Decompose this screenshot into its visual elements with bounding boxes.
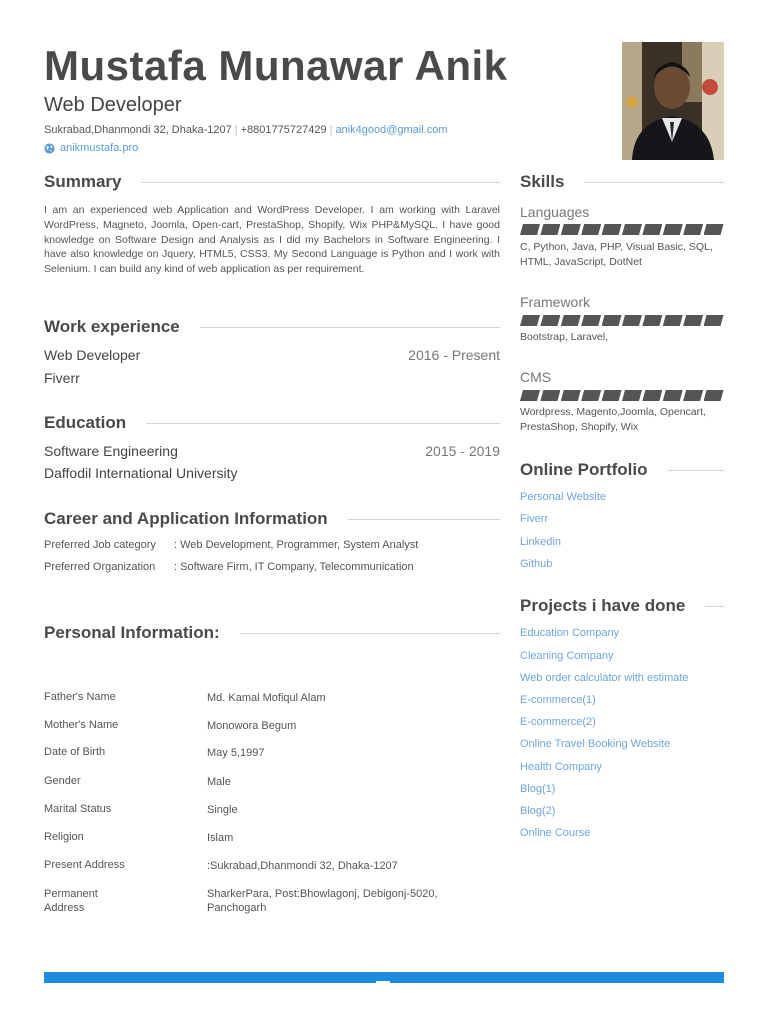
work-period: 2016 - Present — [408, 347, 500, 363]
project-link[interactable]: E-commerce(1) — [520, 694, 596, 706]
skill-level-segment — [540, 315, 560, 326]
skill-level-segment — [540, 390, 560, 401]
skill-level-bar — [520, 390, 724, 401]
skill-level-segment — [663, 390, 683, 401]
project-link[interactable]: Online Travel Booking Website — [520, 738, 671, 750]
work-entry — [44, 347, 500, 363]
project-link[interactable]: Blog(2) — [520, 805, 556, 817]
skill-group-text: Bootstrap, Laravel, — [520, 331, 609, 343]
portfolio-link[interactable]: Fiverr — [520, 513, 549, 525]
website-link[interactable] — [44, 142, 138, 154]
skill-level-segment — [663, 315, 683, 326]
projects-heading: Projects i have done — [520, 596, 724, 616]
work-position: Web Developer — [44, 347, 141, 363]
portfolio-link[interactable]: Github — [520, 558, 553, 570]
skill-level-segment — [561, 224, 581, 235]
project-link[interactable]: Blog(1) — [520, 783, 556, 795]
project-link[interactable]: E-commerce(2) — [520, 716, 596, 728]
skill-level-segment — [520, 390, 540, 401]
phone: +8801775727429 — [240, 124, 327, 136]
personal-row: Permanent Address SharkerPara, Post:Bhowlagonj, Debigonj-5020, Panchogarh — [44, 888, 438, 914]
skill-group-text: Wordpress, Magento,Joomla, Opencart, PrestaShop, Shopify, Wix — [520, 406, 706, 433]
skill-level-bar — [520, 315, 724, 326]
skill-level-segment — [704, 224, 724, 235]
skills-heading: Skills — [520, 172, 724, 192]
skill-level-segment — [581, 315, 601, 326]
globe-icon — [44, 143, 55, 154]
skill-level-segment — [704, 390, 724, 401]
portfolio-heading: Online Portfolio — [520, 460, 724, 480]
project-link[interactable]: Cleaning Company — [520, 650, 614, 662]
skill-level-segment — [581, 390, 601, 401]
summary-text: I am an experienced web Application and WordPress Developer. I am working with Laravel WordPress, Magneto, Joomla, Open-cart, PrestaShop, Shopify, Wix PHP&MySQL. I have good knowledge on Software Design and Analysis as I did my Bachelors in Software Engineering. I have also knowledge on Jquery, HTML5, CSS3. My Second Language is Python and I work with Selenium. I can build any kind of web application as per requirement. — [44, 204, 500, 276]
skill-level-segment — [683, 315, 703, 326]
portfolio-link[interactable]: Personal Website — [520, 491, 607, 503]
website-text[interactable]: anikmustafa.pro — [60, 142, 139, 154]
skill-group-label: Languages — [520, 204, 590, 220]
education-period: 2015 - 2019 — [425, 443, 500, 459]
skill-level-segment — [581, 224, 601, 235]
skill-level-segment — [520, 315, 540, 326]
skill-level-bar — [520, 224, 724, 235]
contact-line: Sukrabad,Dhanmondi 32, Dhaka-1207 | +8801775727429 | anik4good@gmail.com — [44, 124, 448, 136]
education-heading: Education — [44, 413, 500, 433]
profile-photo — [622, 42, 724, 160]
project-link[interactable]: Health Company — [520, 761, 602, 773]
project-link[interactable]: Web order calculator with estimate — [520, 672, 689, 684]
email-link[interactable]: anik4good@gmail.com — [335, 124, 448, 136]
personal-row: Gender Male — [44, 775, 231, 788]
address: Sukrabad,Dhanmondi 32, Dhaka-1207 — [44, 124, 232, 136]
personal-row: Marital Status Single — [44, 803, 238, 816]
skill-level-segment — [642, 390, 662, 401]
skill-level-segment — [520, 224, 540, 235]
career-heading: Career and Application Information — [44, 509, 500, 529]
skill-level-segment — [602, 315, 622, 326]
candidate-name: Mustafa Munawar Anik — [44, 42, 508, 89]
skill-level-segment — [561, 315, 581, 326]
skill-group-label: Framework — [520, 294, 591, 310]
work-company: Fiverr — [44, 370, 80, 386]
personal-row: Date of Birth May 5,1997 — [44, 746, 265, 759]
skill-level-segment — [540, 224, 560, 235]
personal-row: Present Address :Sukrabad,Dhanmondi 32, Dhaka-1207 — [44, 859, 398, 872]
education-degree: Software Engineering — [44, 443, 178, 459]
skill-level-segment — [602, 224, 622, 235]
work-heading: Work experience — [44, 317, 500, 337]
skill-level-segment — [622, 315, 642, 326]
skill-level-segment — [622, 224, 642, 235]
candidate-role: Web Developer — [44, 94, 182, 116]
personal-row: Mother's Name Monowora Begum — [44, 719, 297, 732]
personal-row: Religion Islam — [44, 831, 234, 844]
project-link[interactable]: Online Course — [520, 827, 591, 839]
skill-level-segment — [683, 390, 703, 401]
personal-row: Father's Name Md. Kamal Mofiqul Alam — [44, 691, 326, 704]
skill-level-segment — [704, 315, 724, 326]
personal-heading: Personal Information: — [44, 623, 500, 643]
portfolio-link[interactable]: Linkedin — [520, 536, 561, 548]
summary-heading: Summary — [44, 172, 500, 192]
skill-level-segment — [622, 390, 642, 401]
skill-level-segment — [683, 224, 703, 235]
skill-level-segment — [642, 224, 662, 235]
skill-group-text: C, Python, Java, PHP, Visual Basic, SQL, HTML, JavaScript, DotNet — [520, 241, 713, 268]
footer-notch — [376, 981, 390, 984]
education-institution: Daffodil International University — [44, 465, 238, 481]
career-row: Preferred Job category : Web Development, Programmer, System Analyst — [44, 539, 419, 551]
skill-level-segment — [663, 224, 683, 235]
skill-level-segment — [561, 390, 581, 401]
skill-level-segment — [602, 390, 622, 401]
skill-level-segment — [642, 315, 662, 326]
career-row: Preferred Organization : Software Firm, IT Company, Telecommunication — [44, 561, 414, 573]
project-link[interactable]: Education Company — [520, 627, 620, 639]
skill-group-label: CMS — [520, 369, 552, 385]
education-entry — [44, 443, 500, 459]
